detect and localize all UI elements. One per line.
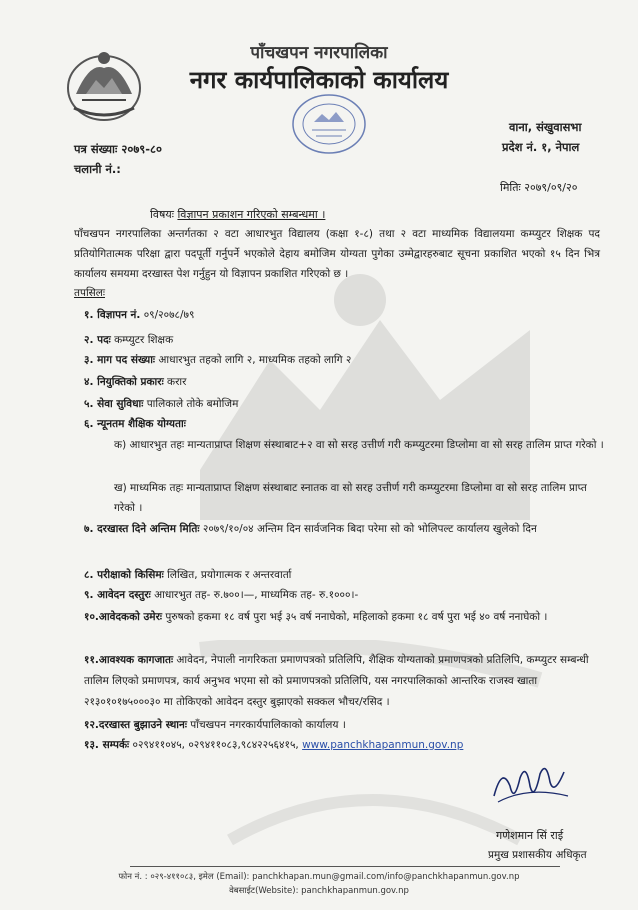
item-value: ०९/२०७८/७९	[140, 309, 195, 321]
signature-scribble-icon	[484, 756, 574, 812]
item-value: आधारभुत तह- रु.७००।—, माध्यमिक तह- रु.१०००।-	[150, 589, 359, 601]
item-label: १२.दरखास्त बुझाउने स्थानः	[84, 719, 187, 731]
signer-name: गणेशमान सिं राई	[496, 829, 564, 842]
intro-paragraph: पाँचखपन नगरपालिका अन्तर्गतका २ वटा आधारभुत विद्यालय (कक्षा १-८) तथा २ वटा माध्यमिक विद्यालयमा कम्प्युटर शिक्षक पद प्रतियोगितात्मक परिक्षा द्वारा पदपूर्ती गर्नुपर्ने भएकोले देहाय बमोजिम योग्यता पुगेका उम्मेद्वारहरुबाट सूचना प्रकाशित भएको १५ दिन भित्र कार्यालय समयमा दरखास्त पेश गर्नुहुन यो विज्ञापन प्रकाशित गरिएको छ ।	[74, 228, 600, 280]
qualification-b: ख) माध्यमिक तहः मान्यताप्राप्त शिक्षण संस्थाबाट स्नातक वा सो सरह उत्तीर्ण गरी कम्प्युटरमा डिप्लोमा वा सो सरह तालिम प्राप्त गरेको ।	[114, 482, 587, 514]
item-label: ३. माग पद संख्याः	[84, 354, 156, 366]
list-item	[84, 351, 351, 370]
list-item	[84, 716, 346, 735]
address-line2: प्रदेश नं. १, नेपाल	[502, 140, 580, 154]
patra-sankhya: पत्र संख्याः २०७९-८०	[74, 142, 163, 156]
footer-divider	[130, 866, 560, 867]
item-label: ८. परीक्षाको किसिमः	[84, 569, 164, 581]
list-item	[84, 395, 238, 414]
footer-website: वेबसाईट(Website): panchkhapanmun.gov.np	[229, 886, 409, 896]
item-label: २. पदः	[84, 334, 111, 346]
qualification-a: क) आधारभुत तहः मान्यताप्राप्त शिक्षण संस्थाबाट+२ वा सो सरह उत्तीर्ण गरी कम्प्युटरमा डिप्लोमा वा सो सरह तालिम प्राप्त गरेको ।	[114, 439, 604, 451]
list-item	[84, 566, 291, 585]
item-value: पालिकाले तोके बमोजिम	[143, 398, 239, 410]
item-value: आवेदन, नेपाली नागरिकता प्रमाणपत्रको प्रतिलिपि, शैक्षिक योग्यताको प्रमाणपत्रको प्रतिलिपि, कम्प्युटर सम्बन्धी तालिम लिएको प्रमाणपत्र, कार्य अनुभव भएमा सो को प्रमाणपत्रको प्रतिलिपि, यस नगरपालिकाको आन्तरिक राजस्व खाता २१३०१०१७५०००३० मा तोकिएको आवेदन दस्तुर बुझाएको सक्कल भौचर/रसिद ।	[84, 654, 589, 708]
list-item	[84, 650, 604, 713]
item-value: आधारभुत तहको लागि २, माध्यमिक तहको लागि २	[155, 354, 352, 366]
item-label: ५. सेवा सुविधाः	[84, 398, 144, 410]
list-item	[84, 736, 463, 755]
letter-date: मितिः २०७९/०९/२०	[500, 181, 578, 194]
item-value: पाँचखपन नगरकार्यपालिकाको कार्यालय ।	[186, 719, 346, 731]
item-label: ११.आवश्यक कागजातः	[84, 654, 174, 666]
details-label: तपसिलः	[74, 287, 106, 299]
chalani-number: चलानी नं.:	[74, 162, 121, 176]
item-label: १०.आवेदकको उमेरः	[84, 611, 163, 623]
subject-line	[150, 207, 325, 222]
subject-text: विज्ञापन प्रकाशन गरिएको सम्बन्धमा ।	[177, 208, 326, 221]
subject-label: विषयः	[150, 208, 174, 221]
list-item	[84, 373, 186, 392]
org-name: पाँचखपन नगरपालिका	[250, 43, 388, 63]
item-value: लिखित, प्रयोगात्मक र अन्तरवार्ता	[163, 569, 292, 581]
item-label: ९. आवेदन दस्तुरः	[84, 589, 151, 601]
item-value: ०२९४११०४५, ०२९४११०८३,९८४२२५६४१५,	[129, 739, 299, 751]
item-label: ४. नियुक्तिको प्रकारः	[84, 376, 164, 388]
list-item	[84, 608, 604, 627]
list-item	[84, 306, 194, 325]
item-value: कम्प्युटर शिक्षक	[110, 334, 174, 346]
website-link[interactable]: www.panchkhapanmun.gov.np	[302, 739, 464, 751]
item-value: २०७९/१०/०४ अन्तिम दिन सार्वजनिक बिदा परेमा सो को भोलिपल्ट कार्यालय खुलेको दिन	[199, 523, 537, 535]
list-item	[84, 331, 173, 350]
office-name: नगर कार्यपालिकाको कार्यालय	[189, 66, 449, 94]
item-value: करार	[163, 376, 187, 388]
office-stamp-icon	[290, 92, 368, 156]
item-label: ६. न्यूनतम शैक्षिक योग्यताः	[84, 418, 186, 430]
item-label: १. विज्ञापन नं.	[84, 309, 141, 321]
footer-contact: फोन नं. : ०२९-४११०८३, इमेल (Email): panchkhapan.mun@gmail.com/info@panchkhapanmun.gov.np	[118, 872, 520, 882]
item-value: पुरुषको हकमा १८ वर्ष पुरा भई ३५ वर्ष ननाघेको, महिलाको हकमा १८ वर्ष पुरा भई ४० वर्ष ननाघेको ।	[162, 611, 548, 623]
list-item	[84, 520, 604, 539]
address-line1: वाना, संखुवासभा	[509, 120, 582, 134]
item-label: ७. दरखास्त दिने अन्तिम मितिः	[84, 523, 200, 535]
item-label: १३. सम्पर्कः	[84, 739, 130, 751]
signer-title: प्रमुख प्रशासकीय अधिकृत	[488, 849, 587, 861]
list-item	[84, 586, 358, 605]
list-item	[84, 415, 186, 434]
